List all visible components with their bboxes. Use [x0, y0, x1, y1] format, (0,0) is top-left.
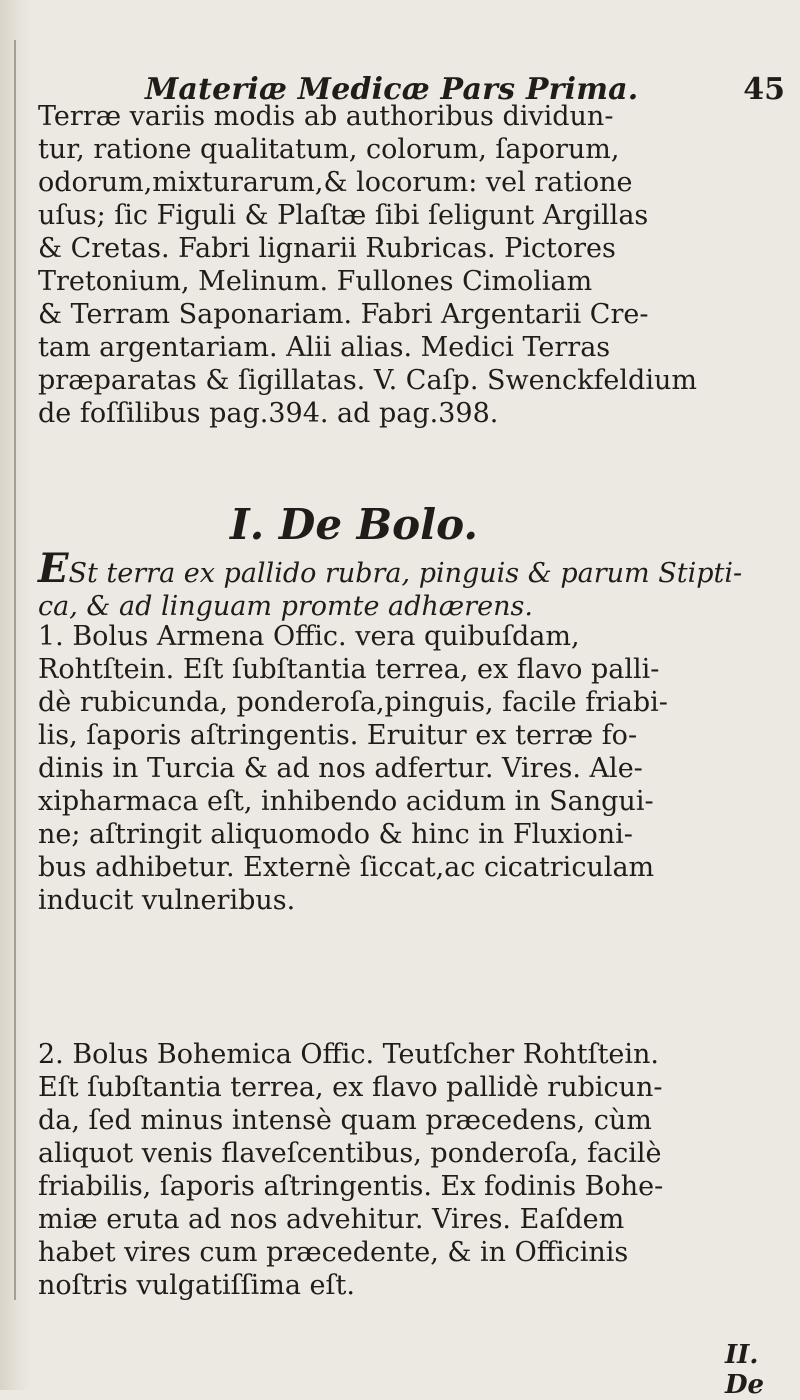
text-line: uſus; ſic Figuli & Plaſtæ ſibi ſeligunt Argillas [38, 200, 649, 231]
intro-paragraph [38, 100, 788, 430]
text-line: 2. Bolus Bohemica Offic. Teutſcher Rohtſtein. [38, 1039, 659, 1070]
text-line: habet vires cum præcedente, & in Officinis [38, 1237, 629, 1268]
text-line: Tretonium, Melinum. Fullones Cimoliam [38, 266, 593, 297]
text-line: miæ eruta ad nos advehitur. Vires. Eaſdem [38, 1204, 625, 1235]
catchword: II. De [725, 1340, 765, 1400]
text-line: xipharmaca eſt, inhibendo acidum in Sangui- [38, 786, 654, 817]
text-line: 1. Bolus Armena Offic. vera quibuſdam, [38, 621, 580, 652]
text-line: dinis in Turcia & ad nos adfertur. Vires. Ale- [38, 753, 643, 784]
binding-edge-line [14, 40, 16, 1300]
text-line: & Terram Saponariam. Fabri Argentarii Cre- [38, 299, 649, 330]
text-line: de foſſilibus pag.394. ad pag.398. [38, 398, 499, 429]
text-line: præparatas & ſigillatas. V. Caſp. Swenckfeldium [38, 365, 697, 396]
text-line: dè rubicunda, ponderoſa,pinguis, facile friabi- [38, 687, 668, 718]
definition-paragraph [38, 545, 788, 623]
text-line: & Cretas. Fabri lignarii Rubricas. Pictores [38, 233, 616, 264]
text-line: ne; aſtringit aliquomodo & hinc in Fluxioni- [38, 819, 633, 850]
text-line: friabilis, ſaporis aſtringentis. Ex fodinis Bohe- [38, 1171, 664, 1202]
text-line: Rohtſtein. Eſt ſubſtantia terrea, ex flavo palli- [38, 654, 660, 685]
text-line: Eſt ſubſtantia terrea, ex flavo pallidè rubicun- [38, 1072, 663, 1103]
entry-bolus-bohemica [38, 1038, 788, 1302]
section-heading: I. De Bolo. [230, 500, 479, 549]
text-line: tur, ratione qualitatum, colorum, ſaporum, [38, 134, 620, 165]
text-line: Terræ variis modis ab authoribus dividun- [38, 101, 614, 132]
running-title: Materiæ Medicæ Pars Prima. [145, 72, 639, 107]
entry-bolus-armena [38, 620, 788, 917]
text-line: ca, & ad linguam promte adhærens. [38, 591, 533, 622]
text-line: aliquot venis flaveſcentibus, ponderoſa, facilè [38, 1138, 662, 1169]
text-line: lis, ſaporis aſtringentis. Eruitur ex terræ fo- [38, 720, 638, 751]
text-line: tam argentariam. Alii alias. Medici Terras [38, 332, 611, 363]
text-line: noſtris vulgatiſſima eſt. [38, 1270, 355, 1301]
text-line: odorum,mixturarum,& locorum: vel ratione [38, 167, 633, 198]
text-line: ESt terra ex pallido rubra, pinguis & parum Stipti- [38, 545, 743, 592]
text-line: da, ſed minus intensè quam præcedens, cùm [38, 1105, 652, 1136]
text-line: bus adhibetur. Externè ſiccat,ac cicatriculam [38, 852, 655, 883]
text-line: inducit vulneribus. [38, 885, 296, 916]
page-number: 45 [743, 72, 785, 107]
